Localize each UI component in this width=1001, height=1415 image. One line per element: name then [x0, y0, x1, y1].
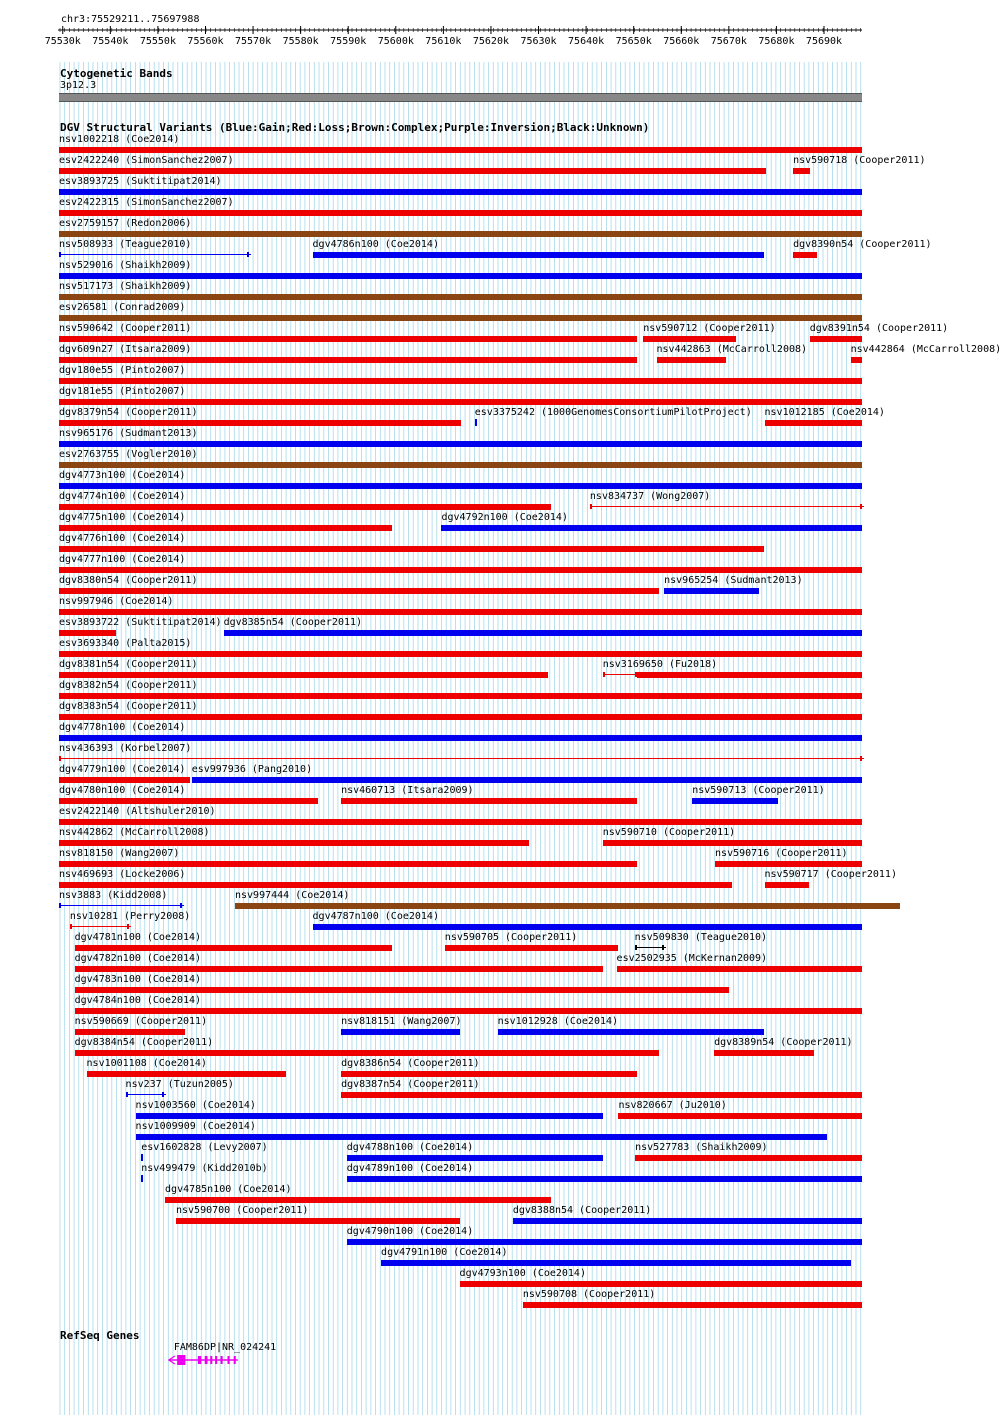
- gene-exon: [227, 1356, 229, 1364]
- variant-bar[interactable]: [590, 506, 864, 507]
- variant-bar[interactable]: [59, 819, 862, 825]
- gene-model[interactable]: [0, 1352, 890, 1372]
- variant-bar[interactable]: [793, 168, 810, 174]
- ruler-tick-label: 75620k: [472, 36, 510, 47]
- variant-label: nsv590705 (Cooper2011): [444, 932, 578, 943]
- variant-bar[interactable]: [59, 168, 766, 174]
- variant-bar[interactable]: [460, 1281, 862, 1287]
- variant-bar[interactable]: [523, 1302, 862, 1308]
- variant-label: nsv3883 (Kidd2008): [59, 890, 168, 901]
- variant-label: dgv4788n100 (Coe2014): [346, 1142, 474, 1153]
- variant-label: dgv8381n54 (Cooper2011): [59, 659, 198, 670]
- variant-label: nsv499479 (Kidd2010b): [141, 1163, 268, 1174]
- variant-bar[interactable]: [59, 714, 862, 720]
- variant-label: nsv818150 (Wang2007): [59, 848, 180, 859]
- variant-label: esv3893725 (Suktitipat2014): [59, 176, 222, 187]
- variant-bar[interactable]: [810, 336, 862, 342]
- variant-bar[interactable]: [59, 546, 764, 552]
- variant-bar[interactable]: [664, 588, 759, 594]
- variant-bar[interactable]: [59, 882, 732, 888]
- gene-exon: [215, 1356, 217, 1364]
- ruler-tick-label: 75670k: [710, 36, 747, 47]
- variant-bar[interactable]: [59, 462, 862, 468]
- variant-bar[interactable]: [59, 483, 862, 489]
- variant-bar[interactable]: [141, 1175, 143, 1182]
- gene-exon: [198, 1356, 201, 1364]
- cytoband-bar[interactable]: [59, 93, 862, 102]
- ruler-tick-label: 75590k: [330, 36, 367, 47]
- variant-label: dgv4774n100 (Coe2014): [59, 491, 186, 502]
- gene-exon: [205, 1356, 208, 1364]
- variant-label: nsv590700 (Cooper2011): [175, 1205, 309, 1216]
- variant-bar[interactable]: [381, 1260, 851, 1266]
- variant-label: nsv997946 (Coe2014): [59, 596, 174, 607]
- variant-label: esv2502935 (McKernan2009): [616, 953, 768, 964]
- variant-label: esv2422315 (SimonSanchez2007): [59, 197, 234, 208]
- variant-bar[interactable]: [192, 777, 862, 783]
- variant-bar[interactable]: [59, 735, 862, 741]
- variant-bar[interactable]: [59, 420, 461, 426]
- variant-label: dgv8385n54 (Cooper2011): [223, 617, 363, 628]
- variant-label: nsv818151 (Wang2007): [341, 1016, 462, 1027]
- variant-label: nsv442863 (McCarroll2008): [656, 344, 808, 355]
- variant-bar[interactable]: [341, 1029, 459, 1035]
- variant-bar[interactable]: [75, 987, 729, 993]
- variant-label: dgv181e55 (Pinto2007): [59, 386, 186, 397]
- variant-label: nsv1012185 (Coe2014): [764, 407, 885, 418]
- variant-label: nsv590713 (Cooper2011): [692, 785, 825, 796]
- variant-label: nsv529016 (Shaikh2009): [59, 260, 192, 271]
- variant-label: nsv834737 (Wong2007): [589, 491, 711, 502]
- variant-label: dgv4780n100 (Coe2014): [59, 785, 186, 796]
- variant-label: dgv8388n54 (Cooper2011): [512, 1205, 652, 1216]
- variant-bar[interactable]: [224, 630, 862, 636]
- variant-label: dgv4784n100 (Coe2014): [74, 995, 202, 1006]
- ruler-tick-label: 75630k: [520, 36, 557, 47]
- variant-bar[interactable]: [347, 1176, 862, 1182]
- variant-bar[interactable]: [341, 798, 637, 804]
- variant-bar[interactable]: [441, 525, 862, 531]
- variant-bar[interactable]: [313, 924, 862, 930]
- variant-bar[interactable]: [59, 861, 637, 867]
- variant-label: nsv469693 (Locke2006): [59, 869, 186, 880]
- variant-bar[interactable]: [715, 861, 862, 867]
- cytoband-track-title: Cytogenetic Bands: [60, 67, 173, 80]
- ruler-tick-label: 75570k: [235, 36, 272, 47]
- variant-bar[interactable]: [765, 882, 809, 888]
- variant-bar[interactable]: [692, 798, 778, 804]
- variant-label: esv3893722 (Suktitipat2014): [59, 617, 222, 628]
- ruler-tick-label: 75530k: [44, 36, 81, 47]
- variant-label: dgv609n27 (Itsara2009): [59, 344, 192, 355]
- variant-bar[interactable]: [714, 1050, 814, 1056]
- variant-bar[interactable]: [313, 252, 764, 258]
- variant-label: dgv8386n54 (Cooper2011): [341, 1058, 480, 1069]
- variant-label: nsv1009909 (Coe2014): [135, 1121, 256, 1132]
- variant-bar[interactable]: [59, 147, 862, 153]
- variant-bar[interactable]: [765, 420, 862, 426]
- variant-bar[interactable]: [59, 567, 862, 573]
- variant-bar[interactable]: [59, 315, 862, 321]
- variant-label: dgv4775n100 (Coe2014): [59, 512, 186, 523]
- ruler-tick-label: 75610k: [425, 36, 462, 47]
- ruler-tick-label: 75600k: [377, 36, 414, 47]
- variant-label: nsv517173 (Shaikh2009): [59, 281, 192, 292]
- variant-bar[interactable]: [87, 1071, 287, 1077]
- variant-label: nsv460713 (Itsara2009): [341, 785, 474, 796]
- variant-bar[interactable]: [347, 1239, 862, 1245]
- variant-bar[interactable]: [59, 777, 190, 783]
- variant-bar[interactable]: [75, 966, 603, 972]
- gene-label: FAM86DP|NR_024241: [173, 1342, 277, 1353]
- variant-bar[interactable]: [59, 798, 318, 804]
- variant-label: nsv10281 (Perry2008): [69, 911, 191, 922]
- variant-label: nsv965254 (Sudmant2013): [664, 575, 803, 586]
- variant-bar[interactable]: [136, 1113, 603, 1119]
- variant-bar[interactable]: [59, 672, 548, 678]
- variant-label: nsv237 (Tuzun2005): [125, 1079, 234, 1090]
- variant-bar[interactable]: [59, 630, 116, 636]
- variant-label: dgv8380n54 (Cooper2011): [59, 575, 198, 586]
- variant-label: nsv820667 (Ju2010): [618, 1100, 727, 1111]
- variant-label: dgv4782n100 (Coe2014): [74, 953, 202, 964]
- variant-label: esv1602828 (Levy2007): [141, 1142, 268, 1153]
- variant-bar[interactable]: [75, 945, 392, 951]
- ruler-tick-label: 75580k: [282, 36, 319, 47]
- variant-label: nsv1012928 (Coe2014): [497, 1016, 619, 1027]
- variant-label: dgv4789n100 (Coe2014): [346, 1163, 474, 1174]
- variant-bar[interactable]: [59, 905, 184, 906]
- variant-label: nsv590642 (Cooper2011): [59, 323, 192, 334]
- ruler-tick-label: 75680k: [758, 36, 795, 47]
- variant-label: dgv8382n54 (Cooper2011): [59, 680, 198, 691]
- variant-label: dgv4792n100 (Coe2014): [441, 512, 568, 523]
- variant-label: nsv590717 (Cooper2011): [764, 869, 897, 880]
- variant-bar[interactable]: [59, 441, 862, 447]
- variant-label: nsv1003560 (Coe2014): [135, 1100, 256, 1111]
- variant-bar[interactable]: [59, 693, 862, 699]
- variant-label: esv3693340 (Palta2015): [59, 638, 192, 649]
- variant-bar[interactable]: [341, 1092, 862, 1098]
- ruler-tick-label: 75640k: [568, 36, 605, 47]
- variant-bar[interactable]: [176, 1218, 461, 1224]
- variant-bar[interactable]: [643, 336, 736, 342]
- variant-label: nsv590708 (Cooper2011): [522, 1289, 656, 1300]
- variant-bar[interactable]: [59, 189, 862, 195]
- variant-bar[interactable]: [603, 674, 639, 675]
- variant-label: esv997936 (Pang2010): [191, 764, 313, 775]
- variant-label: esv3375242 (1000GenomesConsortiumPilotProject): [474, 407, 752, 418]
- variant-bar[interactable]: [75, 1008, 862, 1014]
- variant-label: dgv4793n100 (Coe2014): [459, 1268, 586, 1279]
- variant-label: nsv590716 (Cooper2011): [715, 848, 848, 859]
- variant-label: nsv1001108 (Coe2014): [86, 1058, 207, 1069]
- variant-label: dgv8384n54 (Cooper2011): [74, 1037, 214, 1048]
- variant-label: esv2759157 (Redon2006): [59, 218, 192, 229]
- variant-label: nsv965176 (Sudmant2013): [59, 428, 198, 439]
- variant-label: esv26581 (Conrad2009): [59, 302, 186, 313]
- variant-label: dgv8379n54 (Cooper2011): [59, 407, 198, 418]
- variant-bar[interactable]: [59, 210, 862, 216]
- gene-exon: [234, 1356, 236, 1364]
- ruler-tick-label: 75690k: [805, 36, 843, 47]
- variant-label: dgv4773n100 (Coe2014): [59, 470, 186, 481]
- dgv-track-title: DGV Structural Variants (Blue:Gain;Red:Loss;Brown:Complex;Purple:Inversion;Black:Unknown): [60, 121, 650, 134]
- variant-label: dgv4786n100 (Coe2014): [312, 239, 439, 250]
- variant-label: dgv4783n100 (Coe2014): [74, 974, 202, 985]
- gene-exon: [210, 1356, 212, 1364]
- variant-label: dgv8383n54 (Cooper2011): [59, 701, 198, 712]
- variant-bar[interactable]: [59, 399, 862, 405]
- variant-label: nsv442862 (McCarroll2008): [59, 827, 210, 838]
- variant-label: nsv590710 (Cooper2011): [602, 827, 736, 838]
- variant-bar[interactable]: [59, 378, 862, 384]
- variant-bar[interactable]: [498, 1029, 764, 1035]
- variant-label: dgv4779n100 (Coe2014): [59, 764, 186, 775]
- variant-bar[interactable]: [59, 758, 864, 759]
- variant-label: esv2422240 (SimonSanchez2007): [59, 155, 234, 166]
- variant-bar[interactable]: [445, 945, 619, 951]
- variant-bar[interactable]: [347, 1155, 603, 1161]
- variant-label: dgv4787n100 (Coe2014): [312, 911, 439, 922]
- variant-bar[interactable]: [59, 336, 637, 342]
- variant-bar[interactable]: [136, 1134, 827, 1140]
- variant-bar[interactable]: [59, 588, 659, 594]
- ruler-tick-label: 75650k: [615, 36, 652, 47]
- variant-label: dgv180e55 (Pinto2007): [59, 365, 186, 376]
- variant-bar[interactable]: [617, 966, 862, 972]
- variant-label: nsv509830 (Teague2010): [634, 932, 768, 943]
- variant-label: nsv442864 (McCarroll2008): [850, 344, 1001, 355]
- variant-bar[interactable]: [635, 1155, 862, 1161]
- variant-label: nsv1002218 (Coe2014): [59, 134, 180, 145]
- variant-label: dgv4777n100 (Coe2014): [59, 554, 186, 565]
- ruler-tick-label: 75540k: [92, 36, 129, 47]
- variant-label: dgv4776n100 (Coe2014): [59, 533, 186, 544]
- variant-bar[interactable]: [603, 840, 862, 846]
- variant-bar[interactable]: [59, 609, 862, 615]
- variant-bar[interactable]: [126, 1094, 167, 1095]
- variant-bar[interactable]: [141, 1154, 143, 1161]
- variant-bar[interactable]: [59, 504, 551, 510]
- variant-bar[interactable]: [635, 947, 666, 948]
- variant-bar[interactable]: [59, 254, 251, 255]
- variant-bar[interactable]: [475, 419, 477, 426]
- refseq-track-title: RefSeq Genes: [60, 1329, 140, 1342]
- variant-bar[interactable]: [165, 1197, 551, 1203]
- variant-bar[interactable]: [637, 672, 862, 678]
- variant-bar[interactable]: [75, 1050, 659, 1056]
- variant-label: esv2763755 (Vogler2010): [59, 449, 198, 460]
- variant-label: dgv8389n54 (Cooper2011): [714, 1037, 853, 1048]
- variant-bar[interactable]: [235, 903, 900, 909]
- variant-label: dgv4785n100 (Coe2014): [165, 1184, 292, 1195]
- variant-bar[interactable]: [657, 357, 726, 363]
- cytoband-name: 3p12.3: [60, 80, 97, 91]
- variant-bar[interactable]: [59, 273, 862, 279]
- variant-bar[interactable]: [59, 840, 529, 846]
- variant-label: dgv8387n54 (Cooper2011): [341, 1079, 480, 1090]
- variant-label: nsv527783 (Shaikh2009): [635, 1142, 768, 1153]
- variant-label: dgv4781n100 (Coe2014): [74, 932, 202, 943]
- gene-exon: [177, 1355, 185, 1365]
- ruler-tick-label: 75660k: [663, 36, 700, 47]
- variant-label: nsv997444 (Coe2014): [234, 890, 350, 901]
- variant-bar[interactable]: [59, 525, 392, 531]
- variant-bar[interactable]: [793, 252, 817, 258]
- variant-label: nsv590712 (Cooper2011): [643, 323, 776, 334]
- ruler-scale: [0, 24, 890, 54]
- region-label: chr3:75529211..75697988: [61, 14, 200, 25]
- variant-bar[interactable]: [851, 357, 862, 363]
- variant-label: nsv590718 (Cooper2011): [793, 155, 926, 166]
- variant-bar[interactable]: [59, 651, 862, 657]
- variant-label: esv2422140 (Altshuler2010): [59, 806, 216, 817]
- variant-bar[interactable]: [70, 926, 131, 927]
- ruler-tick-label: 75550k: [139, 36, 176, 47]
- variant-label: dgv4791n100 (Coe2014): [381, 1247, 508, 1258]
- variant-bar[interactable]: [59, 231, 862, 237]
- variant-label: dgv4778n100 (Coe2014): [59, 722, 186, 733]
- variant-label: dgv8390n54 (Cooper2011): [793, 239, 932, 250]
- ruler-tick-label: 75560k: [187, 36, 224, 47]
- variant-label: nsv436393 (Korbel2007): [59, 743, 192, 754]
- variant-bar[interactable]: [513, 1218, 862, 1224]
- variant-label: nsv590669 (Cooper2011): [74, 1016, 208, 1027]
- variant-bar[interactable]: [59, 294, 862, 300]
- variant-label: dgv8391n54 (Cooper2011): [809, 323, 949, 334]
- gene-exon: [221, 1356, 223, 1364]
- variant-label: nsv508933 (Teague2010): [59, 239, 192, 250]
- variant-bar[interactable]: [618, 1113, 862, 1119]
- variant-bar[interactable]: [75, 1029, 185, 1035]
- variant-label: nsv3169650 (Fu2018): [602, 659, 718, 670]
- variant-bar[interactable]: [59, 357, 637, 363]
- variant-label: dgv4790n100 (Coe2014): [346, 1226, 474, 1237]
- variant-bar[interactable]: [341, 1071, 637, 1077]
